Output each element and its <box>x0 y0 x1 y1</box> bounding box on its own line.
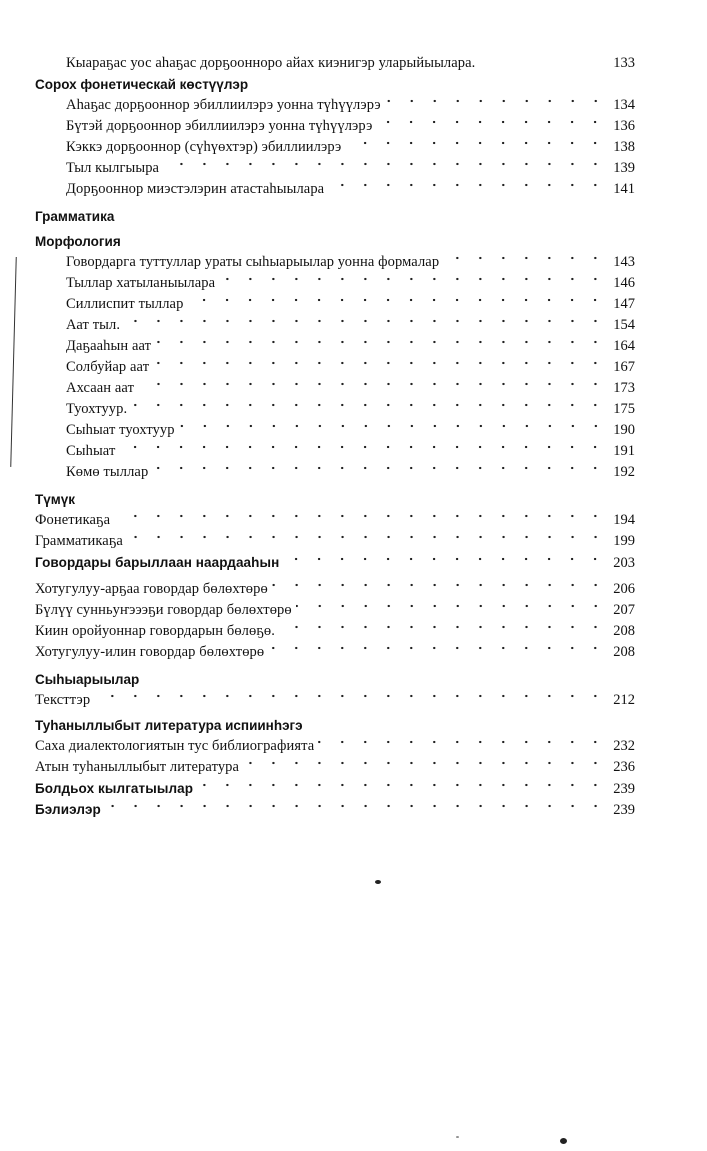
toc-entry-title: Аат тыл. <box>66 317 121 333</box>
toc-entry <box>35 420 635 441</box>
toc-entry-page: 191 <box>613 443 635 459</box>
toc-entry <box>35 757 635 778</box>
toc-leader <box>153 358 607 368</box>
toc-entry <box>35 736 635 757</box>
toc-entry <box>35 273 635 294</box>
toc-entry-page: 164 <box>613 338 635 354</box>
toc-leader <box>179 421 607 431</box>
toc-entry <box>35 252 635 273</box>
toc-entry-title: Бэлиэлэр <box>35 802 101 817</box>
toc-entry-title: Тексттэр <box>35 692 91 708</box>
toc-entry <box>35 357 635 378</box>
toc-leader <box>243 758 607 768</box>
toc-entry-title: Сыһыат <box>66 443 116 459</box>
section-heading: Сорох фонетическай көстүүлэр <box>35 77 249 92</box>
toc-leader <box>479 54 607 64</box>
margin-bracket-mark <box>10 257 18 467</box>
toc-entry <box>35 642 635 663</box>
toc-entry-page: 141 <box>613 181 635 197</box>
toc-leader <box>114 511 607 521</box>
toc-leader <box>94 691 607 701</box>
toc-entry-page: 146 <box>613 275 635 291</box>
toc-leader <box>124 316 607 326</box>
toc-leader <box>328 180 607 190</box>
toc-leader <box>197 780 607 790</box>
toc-leader <box>272 580 607 590</box>
toc-entry-page: 134 <box>613 97 635 113</box>
section-heading: Туһаныллыбыт литература испиинһэгэ <box>35 718 303 733</box>
toc-entry-page: 239 <box>613 802 635 818</box>
toc-leader <box>155 337 607 347</box>
toc-entry <box>35 95 635 116</box>
toc-entry-page: 190 <box>613 422 635 438</box>
toc-entry <box>35 552 635 573</box>
toc-entry-page: 199 <box>613 533 635 549</box>
toc-entry-page: 194 <box>613 512 635 528</box>
toc-entry-title: Кэккэ дорҕооннор (сүһүөхтэр) эбиллиилэрэ <box>66 139 342 155</box>
toc-entry <box>35 690 635 711</box>
toc-leader <box>219 274 607 284</box>
toc-entry-page: 138 <box>613 139 635 155</box>
toc-entry-page: 239 <box>613 781 635 797</box>
toc-entry <box>35 158 635 179</box>
toc-leader <box>376 117 607 127</box>
toc-leader <box>119 442 607 452</box>
toc-entry-page: 232 <box>613 738 635 754</box>
toc-entry-title: Силлиспит тыллар <box>66 296 184 312</box>
toc-entry <box>35 621 635 642</box>
toc-entry <box>35 510 635 531</box>
toc-leader <box>279 622 607 632</box>
toc-entry <box>35 116 635 137</box>
toc-entry <box>35 531 635 552</box>
toc-entry-title: Грамматикаҕа <box>35 533 123 549</box>
toc-entry-title: Болдьох кылгатыылар <box>35 781 194 796</box>
section-heading: Морфология <box>35 234 121 249</box>
toc-entry-title: Көмө тыллар <box>66 464 149 480</box>
toc-entry-page: 207 <box>613 602 635 618</box>
toc-leader <box>131 400 607 410</box>
toc-leader <box>138 379 607 389</box>
toc-entry-title: Даҕааһын аат <box>66 338 152 354</box>
section-heading: Түмүк <box>35 492 76 507</box>
toc-entry-title: Фонетикаҕа <box>35 512 111 528</box>
toc-entry <box>35 778 635 799</box>
toc-leader <box>443 253 607 263</box>
toc-entry-page: 143 <box>613 254 635 270</box>
toc-leader <box>127 532 607 542</box>
toc-entry-title: Говордарга туттуллар ураты сыһыарыылар уонна формалар <box>66 254 440 270</box>
toc-entry-title: Аһаҕас дорҕооннор эбиллиилэрэ уонна түһүүлэрэ <box>66 97 381 113</box>
toc-entry-title: Хотугулуу-илин говордар бөлөхтөрө <box>35 644 265 660</box>
toc-entry-title: Кыараҕас уос аһаҕас дорҕооннoро айах киэнигэр уларыйыылара. <box>66 55 476 71</box>
toc-entry-page: 147 <box>613 296 635 312</box>
toc-entry-title: Атын туһаныллыбыт литература <box>35 759 240 775</box>
toc-entry-page: 208 <box>613 644 635 660</box>
toc-entry-title: Сыһыат туохтуур <box>66 422 175 438</box>
toc-entry-title: Ахсаан аат <box>66 380 135 396</box>
toc-entry <box>35 179 635 200</box>
toc-entry-title: Туохтуур. <box>66 401 128 417</box>
toc-entry <box>35 399 635 420</box>
toc-entry-page: 173 <box>613 380 635 396</box>
toc-entry-page: 175 <box>613 401 635 417</box>
section-heading: Сыһыарыылар <box>35 672 140 687</box>
toc-entry-page: 206 <box>613 581 635 597</box>
toc-entry <box>35 315 635 336</box>
toc-leader <box>268 643 607 653</box>
toc-entry-page: 192 <box>613 464 635 480</box>
toc-entry-title: Дорҕооннор миэстэлэрин атастаһыылара <box>66 181 325 197</box>
table-of-contents <box>35 53 635 820</box>
toc-entry-title: Хотугулуу-арҕаа говордар бөлөхтөрө <box>35 581 268 597</box>
toc-entry-page: 236 <box>613 759 635 775</box>
toc-entry-page: 212 <box>613 692 635 708</box>
toc-leader <box>345 138 607 148</box>
toc-entry-page: 133 <box>613 55 635 71</box>
toc-entry <box>35 137 635 158</box>
toc-leader <box>163 159 607 169</box>
toc-leader <box>187 295 607 305</box>
print-speck <box>375 880 381 884</box>
toc-entry <box>35 462 635 483</box>
toc-entry-title: Тыл кылгыыра <box>66 160 160 176</box>
toc-entry-page: 167 <box>613 359 635 375</box>
toc-entry <box>35 441 635 462</box>
toc-entry-page: 203 <box>613 555 635 571</box>
toc-entry-title: Тыллар хатыланыылара <box>66 275 216 291</box>
toc-entry-page: 136 <box>613 118 635 134</box>
toc-entry <box>35 53 635 74</box>
toc-entry-title: Киин оройуоннар говордарын бөлөҕө. <box>35 623 275 639</box>
toc-entry-title: Саха диалектологиятын тус библиографията <box>35 738 315 754</box>
toc-leader <box>105 801 607 811</box>
toc-entry <box>35 378 635 399</box>
section-heading: Грамматика <box>35 209 115 224</box>
toc-entry <box>35 336 635 357</box>
toc-leader <box>385 96 607 106</box>
toc-entry-page: 208 <box>613 623 635 639</box>
toc-entry-title: Бүтэй дорҕооннор эбиллиилэрэ уонна түһүүлэрэ <box>66 118 373 134</box>
toc-leader <box>283 554 607 564</box>
toc-entry-title: Говордары барыллаан наардааһын <box>35 555 280 570</box>
toc-entry <box>35 600 635 621</box>
toc-leader <box>296 601 607 611</box>
toc-entry <box>35 294 635 315</box>
toc-entry-page: 154 <box>613 317 635 333</box>
print-speck <box>560 1138 567 1144</box>
toc-entry <box>35 579 635 600</box>
toc-entry-page: 139 <box>613 160 635 176</box>
toc-entry-title: Бүлүү сунньуҥэээҕи говордар бөлөхтөрө <box>35 602 292 618</box>
toc-leader <box>318 737 607 747</box>
print-speck <box>456 1136 459 1138</box>
toc-leader <box>152 463 607 473</box>
toc-entry-title: Солбуйар аат <box>66 359 150 375</box>
toc-entry <box>35 799 635 820</box>
